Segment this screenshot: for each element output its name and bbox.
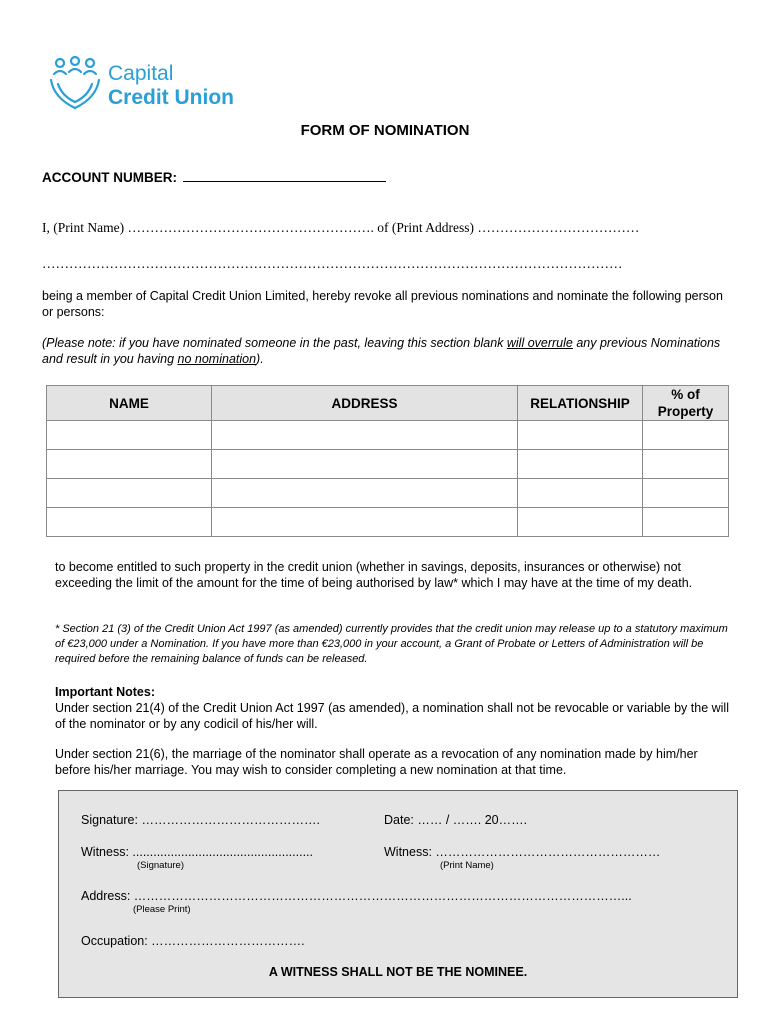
- witness-warning: A WITNESS SHALL NOT BE THE NOMINEE.: [268, 965, 528, 979]
- table-row: [47, 450, 729, 479]
- nominee-percent-cell[interactable]: [643, 421, 729, 450]
- important-note-revocation: Under section 21(4) of the Credit Union Act 1997 (as amended), a nomination shall not be revocable or variable by the will of the nominator or by any codicil of his/her will.: [55, 701, 729, 731]
- note-text-e: ).: [256, 352, 264, 366]
- important-notes-heading: Important Notes:: [55, 685, 155, 699]
- nominee-percent-cell[interactable]: [643, 508, 729, 537]
- nominee-relationship-cell[interactable]: [518, 421, 643, 450]
- print-name-address-line: I, (Print Name) ………………………………………………. of (Print Address) ………………………………: [42, 220, 640, 235]
- account-number-row: [42, 168, 386, 185]
- nominee-relationship-cell[interactable]: [518, 479, 643, 508]
- nominee-name-cell[interactable]: [47, 479, 212, 508]
- nominee-name-cell[interactable]: [47, 508, 212, 537]
- witness-address-caption: (Please Print): [133, 904, 191, 915]
- witness-signature-field[interactable]: Witness: ....................................................: [81, 845, 313, 859]
- nominee-table: [46, 385, 729, 537]
- nominee-percent-cell[interactable]: [643, 479, 729, 508]
- signature-field[interactable]: Signature: …………………………………….: [81, 813, 320, 827]
- nominee-table-header: [47, 386, 729, 421]
- people-hands-icon: [48, 54, 104, 112]
- nominee-address-cell[interactable]: [212, 508, 518, 537]
- nominee-address-cell[interactable]: [212, 421, 518, 450]
- entitlement-text: to become entitled to such property in the credit union (whether in savings, deposits, insurances or otherwise) not exceeding the limit of the amount for the time of being authorised by law* which I may have at the time of my death.: [55, 560, 693, 590]
- logo-text-credit-union: Credit Union: [108, 86, 234, 109]
- nominee-relationship-cell[interactable]: [518, 508, 643, 537]
- witness-address-field[interactable]: Address: ………………………………………………………………………………………………………...: [81, 889, 632, 903]
- header-name: NAME: [47, 386, 212, 421]
- account-number-label: ACCOUNT NUMBER:: [42, 170, 177, 185]
- note-text-a: (Please note: if you have nominated someone in the past, leaving this section blank: [42, 336, 507, 350]
- nominee-name-cell[interactable]: [47, 450, 212, 479]
- member-statement: being a member of Capital Credit Union Limited, hereby revoke all previous nominations and nominate the following person or persons:: [42, 289, 723, 319]
- section-footnote: * Section 21 (3) of the Credit Union Act 1997 (as amended) currently provides that the credit union may release up to a statutory maximum of €23,000 under a Nomination. If you have more than €23,000 in your account, a Grant of Probate or Letters of Administration will be required before the remaining balance of funds can be released.: [55, 623, 728, 665]
- header-address: ADDRESS: [212, 386, 518, 421]
- note-text-c: any previous Nominations and result in you having: [42, 336, 721, 366]
- address-continuation-line: …………………………………………………………………………………………………………………: [42, 256, 623, 271]
- witness-name-caption: (Print Name): [440, 860, 494, 871]
- header-percent-property: % of Property: [643, 386, 729, 421]
- nominee-percent-cell[interactable]: [643, 450, 729, 479]
- nominee-address-cell[interactable]: [212, 450, 518, 479]
- capital-credit-union-logo: [48, 54, 248, 112]
- nominee-name-cell[interactable]: [47, 421, 212, 450]
- table-row: [47, 508, 729, 537]
- nomination-note: [42, 335, 732, 367]
- note-text-will-overrule: will overrule: [506, 336, 573, 350]
- important-note-marriage: Under section 21(6), the marriage of the nominator shall operate as a revocation of any nomination made by him/her before his/her marriage. You may wish to consider completing a new nomination at that time.: [55, 747, 698, 777]
- table-row: [47, 421, 729, 450]
- account-number-field[interactable]: [183, 168, 386, 182]
- nominee-address-cell[interactable]: [212, 479, 518, 508]
- table-row: [47, 479, 729, 508]
- signature-box: [58, 790, 738, 998]
- witness-signature-caption: (Signature): [137, 860, 184, 871]
- form-title: FORM OF NOMINATION: [300, 122, 470, 139]
- nominee-relationship-cell[interactable]: [518, 450, 643, 479]
- header-relationship: RELATIONSHIP: [518, 386, 643, 421]
- date-field[interactable]: Date: …… / ……. 20…….: [384, 813, 528, 827]
- note-text-no-nomination: no nomination: [177, 352, 257, 366]
- witness-name-field[interactable]: Witness: ………………………………………………: [384, 845, 661, 859]
- witness-occupation-field[interactable]: Occupation: ……………………………….: [81, 934, 305, 948]
- logo-text-capital: Capital: [108, 62, 174, 85]
